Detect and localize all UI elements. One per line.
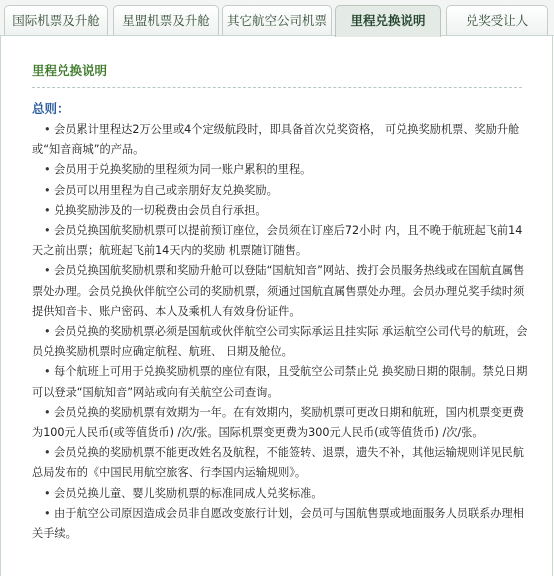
tab-mileage-redemption[interactable]: 里程兑换说明	[335, 5, 441, 37]
bullet-icon: •	[44, 123, 51, 136]
bullet-icon: •	[44, 486, 51, 500]
rule-text: 会员用于兑换奖励的里程须为同一账户累积的里程。	[54, 163, 312, 177]
bullet-icon: •	[44, 264, 51, 278]
general-heading: 总则：	[32, 101, 70, 116]
rule-text: 会员兑换国航奖励机票可以提前预订座位，会员须在订座后72小时 内，且不晚于航班起飞前14天之前出票；航班起飞前14天内的奖励 机票随订随售。	[32, 224, 523, 258]
rule-item	[32, 120, 528, 160]
rule-item	[32, 484, 528, 504]
rule-item	[32, 443, 528, 483]
tab-international-tickets[interactable]: 国际机票及升舱	[4, 5, 108, 35]
tab-star-alliance-tickets[interactable]: 星盟机票及升舱	[113, 5, 219, 35]
rule-item	[32, 322, 528, 362]
rules-list	[32, 120, 528, 544]
rule-text: 会员兑换的奖励机票有效期为一年。在有效期内，奖励机票可更改日期和航班，国内机票变更费为100元人民币(或等值货币) /次/张。国际机票变更费为300元人民币(或等值货币) /次/张。	[32, 405, 524, 440]
rule-text: 兑换奖励涉及的一切税费由会员自行承担。	[54, 203, 267, 217]
rule-text: 由于航空公司原因造成会员非自愿改变旅行计划，会员可与国航售票或地面服务人员联系办理相关手续。	[32, 506, 524, 541]
bullet-icon: •	[44, 203, 51, 217]
bullet-icon: •	[44, 325, 51, 339]
tab-bar	[0, 0, 554, 36]
bullet-icon: •	[44, 163, 51, 177]
bullet-icon: •	[44, 183, 51, 197]
rule-text: 会员兑换的奖励机票必须是国航或伙伴航空公司实际承运且挂实际 承运航空公司代号的航班，会员兑换奖励机票时应确定航程、航班、 日期及舱位。	[32, 325, 528, 359]
rule-item	[32, 201, 528, 221]
bullet-icon: •	[44, 405, 51, 419]
tab-other-airline-tickets[interactable]: 其它航空公司机票	[222, 5, 332, 35]
rule-item	[32, 181, 528, 201]
rule-item	[32, 221, 528, 261]
section-title: 里程兑换说明	[32, 63, 108, 78]
rule-text: 会员累计里程达2万公里或4个定级航段时，即具备首次兑奖资格， 可兑换奖励机票、奖励升舱或“知音商城”的产品。	[32, 123, 520, 157]
dashed-divider	[32, 87, 522, 88]
rule-item	[32, 504, 528, 544]
rule-text: 会员可以用里程为自己或亲朋好友兑换奖励。	[54, 183, 278, 197]
tab-award-recipient[interactable]: 兑奖受让人	[446, 5, 548, 35]
bullet-icon: •	[44, 446, 51, 460]
rule-text: 每个航班上可用于兑换奖励机票的座位有限，且受航空公司禁止兑 换奖励日期的限制。禁兑日期可以登录“国航知音”网站或向有关航空公司查询。	[32, 365, 528, 399]
rule-item	[32, 261, 528, 322]
bullet-icon: •	[44, 224, 51, 238]
rule-text: 会员兑换儿童、婴儿奖励机票的标准同成人兑奖标准。	[54, 486, 323, 500]
bullet-icon: •	[44, 365, 51, 379]
rule-text: 会员兑换的奖励机票不能更改姓名及航程，不能签转、退票，遗失不补，其他运输规则详见民航总局发布的《中国民用航空旅客、行李国内运输规则》。	[32, 446, 524, 480]
rule-text: 会员兑换国航奖励机票和奖励升舱可以登陆“国航知音”网站、拨打会员服务热线或在国航直属售票处办理。会员兑换伙伴航空公司的奖励机票，须通过国航直属售票处办理。会员办理兑奖手续时须提供知音卡、账户密码、本人及乘机人有效身份证件。	[32, 264, 525, 318]
content-panel	[0, 36, 553, 576]
rule-item	[32, 403, 528, 443]
rule-item	[32, 362, 528, 402]
rule-item	[32, 160, 528, 180]
bullet-icon: •	[44, 506, 51, 520]
